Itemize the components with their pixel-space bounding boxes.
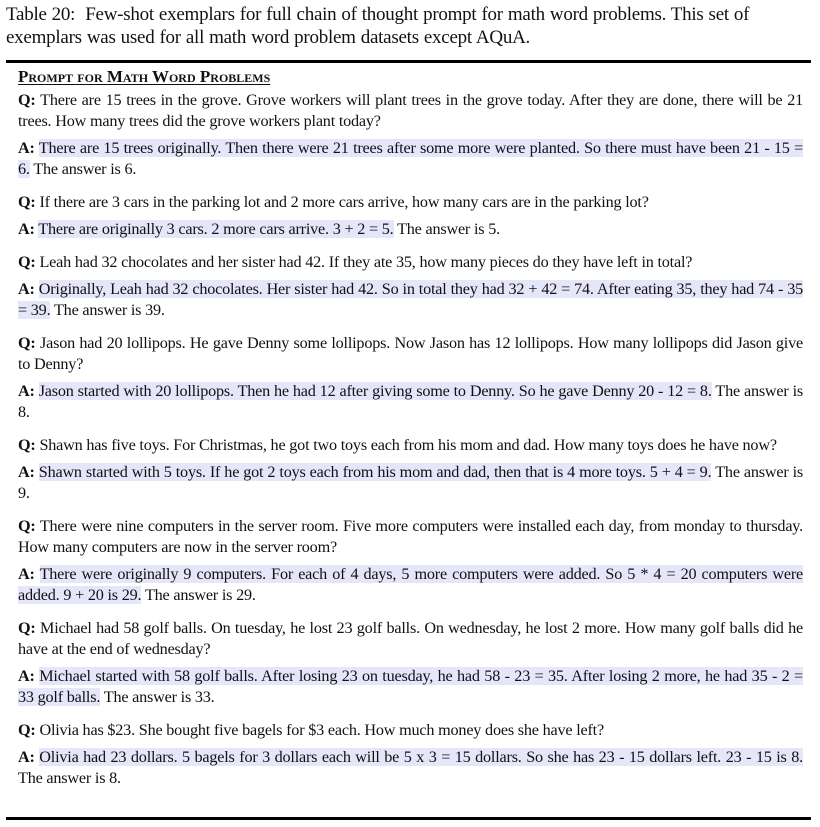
question (18, 90, 803, 132)
answer (18, 462, 803, 504)
top-rule (6, 60, 811, 63)
a-label: A: (18, 463, 35, 481)
reasoning-highlight: There are 15 trees originally. Then there were 21 trees after some more were planted. So there must have been 21 - 15 = 6. (18, 139, 803, 178)
reasoning-highlight: Originally, Leah had 32 chocolates. Her sister had 42. So in total they had 32 + 42 = 74. After eating 35, they had 74 - 35 = 39. (18, 280, 803, 319)
question-text: Jason had 20 lollipops. He gave Denny some lollipops. Now Jason has 12 lollipops. How many lollipops did Jason give to Denny? (18, 334, 803, 373)
final-answer: The answer is 5. (397, 220, 500, 238)
question (18, 720, 803, 741)
question-text: If there are 3 cars in the parking lot and 2 more cars arrive, how many cars are in the parking lot? (39, 193, 649, 211)
q-label: Q: (18, 436, 36, 454)
reasoning-highlight: There were originally 9 computers. For each of 4 days, 5 more computers were added. So 5 * 4 = 20 computers were added. 9 + 20 is 29. (18, 565, 803, 604)
q-label: Q: (18, 91, 36, 109)
prompt-panel (18, 66, 803, 789)
final-answer: The answer is 8. (18, 769, 121, 787)
final-answer: The answer is 8. (18, 382, 803, 421)
question (18, 435, 803, 456)
question (18, 618, 803, 660)
answer (18, 279, 803, 321)
exemplar (18, 435, 803, 504)
question (18, 333, 803, 375)
question-text: There were nine computers in the server room. Five more computers were installed each day, from monday to thursday. How many computers are now in the server room? (18, 517, 803, 556)
question-text: Shawn has five toys. For Christmas, he got two toys each from his mom and dad. How many toys does he have now? (39, 436, 777, 454)
q-label: Q: (18, 334, 36, 352)
answer (18, 747, 803, 789)
q-label: Q: (18, 721, 36, 739)
a-label: A: (18, 280, 35, 298)
a-label: A: (18, 565, 35, 583)
bottom-rule (6, 817, 811, 820)
exemplar (18, 192, 803, 240)
question-text: There are 15 trees in the grove. Grove workers will plant trees in the grove today. After they are done, there will be 21 trees. How many trees did the grove workers plant today? (18, 91, 803, 130)
exemplar (18, 720, 803, 789)
answer (18, 219, 803, 240)
reasoning-highlight: Olivia had 23 dollars. 5 bagels for 3 dollars each will be 5 x 3 = 15 dollars. So she has 23 - 15 dollars left. 23 - 15 is 8. (39, 748, 803, 766)
reasoning-highlight: Shawn started with 5 toys. If he got 2 toys each from his mom and dad, then that is 4 more toys. 5 + 4 = 9. (38, 463, 712, 481)
reasoning-highlight: Michael started with 58 golf balls. After losing 23 on tuesday, he had 58 - 23 = 35. After losing 2 more, he had 35 - 2 = 33 golf balls. (18, 667, 803, 706)
question (18, 192, 803, 213)
a-label: A: (18, 382, 35, 400)
q-label: Q: (18, 619, 36, 637)
q-label: Q: (18, 253, 36, 271)
reasoning-highlight: There are originally 3 cars. 2 more cars arrive. 3 + 2 = 5. (38, 220, 394, 238)
question-text: Leah had 32 chocolates and her sister had 42. If they ate 35, how many pieces do they have left in total? (39, 253, 693, 271)
a-label: A: (18, 748, 35, 766)
question (18, 252, 803, 273)
final-answer: The answer is 6. (33, 160, 137, 178)
answer (18, 666, 803, 708)
caption-label: Table 20: (6, 4, 76, 25)
reasoning-highlight: Jason started with 20 lollipops. Then he had 12 after giving some to Denny. So he gave Denny 20 - 12 = 8. (38, 382, 712, 400)
a-label: A: (18, 667, 35, 685)
exemplar (18, 516, 803, 606)
question (18, 516, 803, 558)
answer (18, 138, 803, 180)
exemplar (18, 90, 803, 180)
question-text: Olivia has $23. She bought five bagels for $3 each. How much money does she have left? (39, 721, 604, 739)
caption-text: Few-shot exemplars for full chain of thought prompt for math word problems. This set of exemplars was used for all math word problem datasets except AQuA. (6, 4, 750, 48)
panel-heading: Prompt for Math Word Problems (18, 67, 271, 86)
q-label: Q: (18, 193, 36, 211)
q-label: Q: (18, 517, 36, 535)
table-caption (6, 3, 814, 49)
final-answer: The answer is 9. (18, 463, 803, 502)
final-answer: The answer is 29. (144, 586, 256, 604)
a-label: A: (18, 220, 35, 238)
final-answer: The answer is 33. (103, 688, 215, 706)
answer (18, 564, 803, 606)
question-text: Michael had 58 golf balls. On tuesday, he lost 23 golf balls. On wednesday, he lost 2 more. How many golf balls did he have at the end of wednesday? (18, 619, 803, 658)
final-answer: The answer is 39. (53, 301, 165, 319)
exemplar (18, 618, 803, 708)
exemplar (18, 252, 803, 321)
a-label: A: (18, 139, 35, 157)
answer (18, 381, 803, 423)
exemplar (18, 333, 803, 423)
